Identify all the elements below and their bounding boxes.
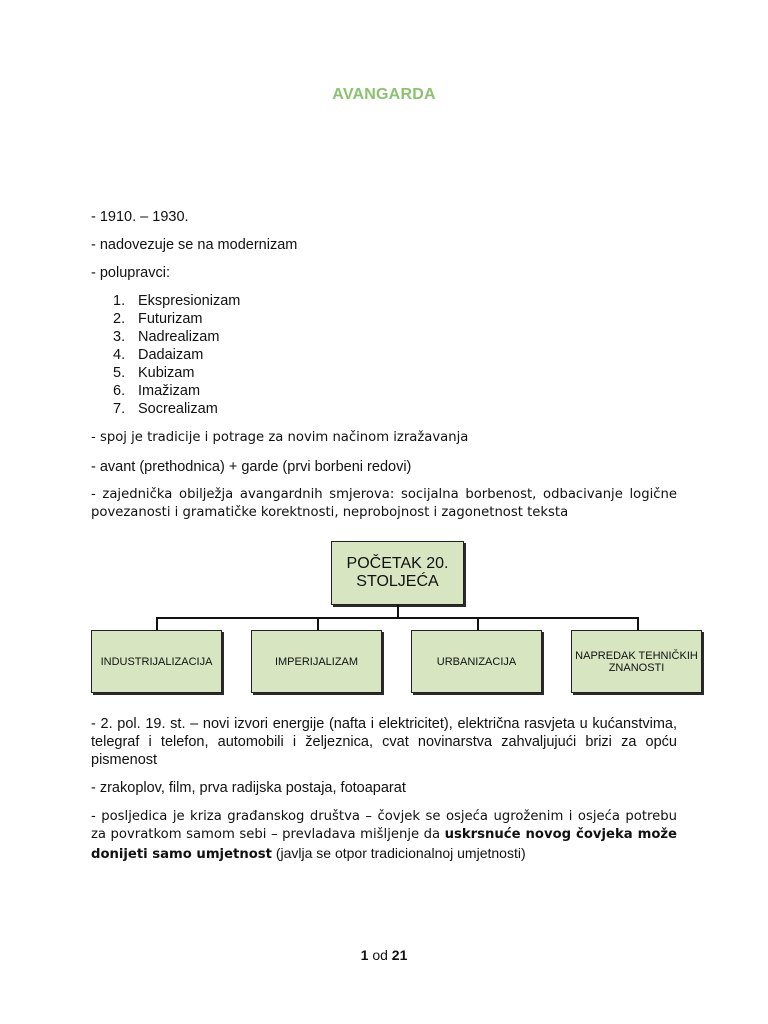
crisis-emphasis: uskrsnuće novog čovjeka može donijeti samo umjetnost	[91, 827, 677, 862]
list-number: 7.	[113, 401, 126, 417]
diagram-root-node: POČETAK 20. STOLJEĆA	[331, 541, 464, 605]
list-number: 5.	[113, 365, 126, 381]
inventions-paragraph: - 2. pol. 19. st. – novi izvori energije (nafta i elektricitet), električna rasvjeta u kućanstvima, telegraf i telefon, automobili i željeznica, cvat novinarstva zahvaljujući brizi za opću pismenost	[91, 716, 677, 768]
etymology-paragraph: - avant (prethodnica) + garde (prvi borbeni redovi)	[91, 459, 412, 475]
list-number: 1.	[113, 293, 126, 309]
crisis-text-end: (javlja se otpor tradicionalnoj umjetnosti)	[271, 845, 526, 861]
list-number: 3.	[113, 329, 126, 345]
diagram-connector	[156, 617, 158, 630]
media-paragraph: - zrakoplov, film, prva radijska postaja, fotoaparat	[91, 780, 406, 796]
list-item	[113, 329, 219, 345]
document-title: AVANGARDA	[332, 86, 436, 103]
diagram-connector	[156, 617, 639, 619]
list-number: 6.	[113, 383, 126, 399]
list-number: 2.	[113, 311, 126, 327]
diagram-child-node: INDUSTRIJALIZACIJA	[91, 630, 222, 693]
page-total: 21	[391, 947, 408, 963]
list-number: 4.	[113, 347, 126, 363]
list-item	[113, 383, 200, 399]
diagram-connector	[317, 617, 319, 630]
period-line: - 1910. – 1930.	[91, 209, 189, 225]
list-item	[113, 311, 202, 327]
features-paragraph: - zajednička obilježja avangardnih smjerova: socijalna borbenost, odbacivanje logične povezanosti i gramatičke korektnosti, neprobojnost i zagonetnost teksta	[91, 487, 677, 520]
tradition-paragraph: - spoj je tradicije i potrage za novim načinom izražavanja	[91, 430, 469, 445]
modernism-line: - nadovezuje se na modernizam	[91, 237, 298, 253]
diagram-child-node: NAPREDAK TEHNIČKIH ZNANOSTI	[571, 630, 702, 693]
list-item	[113, 401, 218, 417]
list-text: Imažizam	[138, 383, 201, 399]
page-footer	[0, 947, 768, 963]
movements-label: - polupravci:	[91, 265, 170, 281]
page-of-label: od	[372, 947, 388, 963]
page-number: 1	[360, 947, 369, 963]
diagram-connector	[637, 617, 639, 630]
list-text: Ekspresionizam	[138, 293, 241, 309]
list-text: Dadaizam	[138, 347, 204, 363]
list-item	[113, 347, 203, 363]
list-item	[113, 293, 240, 309]
crisis-text: - posljedica je kriza građanskog društva – čovjek se osjeća ugroženim i osjeća potrebu za povratkom samom sebi – prevladava mišljenje da	[91, 809, 677, 842]
diagram-child-node: IMPERIJALIZAM	[251, 630, 382, 693]
list-text: Kubizam	[138, 365, 195, 381]
crisis-paragraph	[91, 808, 677, 864]
list-text: Nadrealizam	[138, 329, 220, 345]
list-text: Socrealizam	[138, 401, 218, 417]
diagram-child-node: URBANIZACIJA	[411, 630, 542, 693]
diagram-connector	[477, 617, 479, 630]
list-item	[113, 365, 194, 381]
list-text: Futurizam	[138, 311, 203, 327]
